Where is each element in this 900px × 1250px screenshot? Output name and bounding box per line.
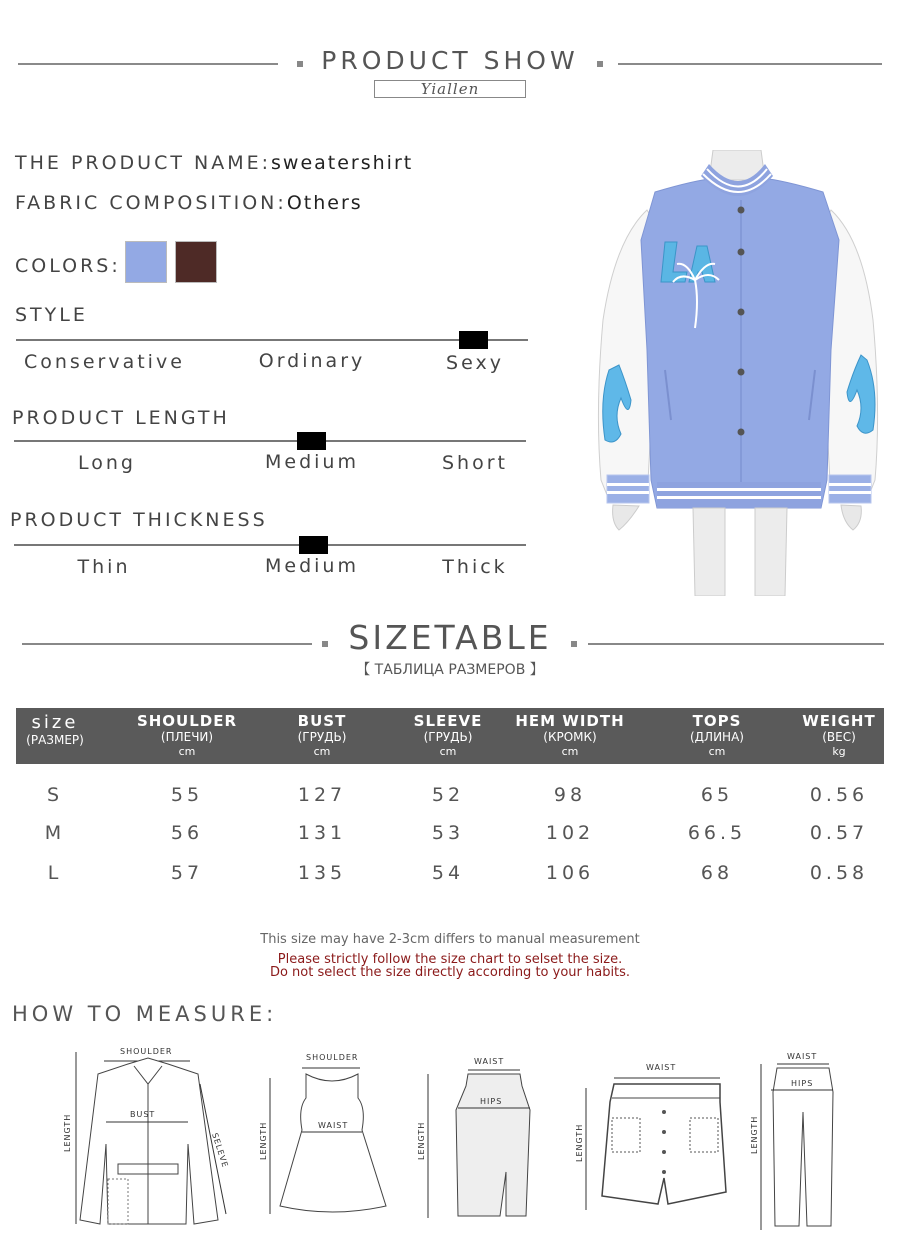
length-label-medium: Medium [265,451,359,473]
page-title: PRODUCT SHOW [321,46,579,75]
col-shoulder-unit: cm [178,745,196,758]
thickness-scale-line [14,544,526,546]
pants-length-label: LENGTH [750,1115,759,1154]
size-table-header [16,708,884,764]
cell-bust: 135 [297,862,347,884]
cell-size: S [46,784,64,806]
cell-hem-width: 98 [553,784,587,806]
skirt-hips-label: HIPS [480,1097,503,1106]
col-size-ru: (РАЗМЕР) [26,733,84,747]
product-name-value: sweatershirt [271,152,414,174]
brand-name: Yiallen [374,80,526,98]
cell-sleeve: 54 [431,862,465,884]
how-to-measure-title: HOW TO MEASURE: [12,1002,278,1026]
warning-note-2: Do not select the size directly according to your habits. [269,965,631,980]
product-name-label: THE PRODUCT NAME: [15,152,272,174]
style-scale-marker [459,331,488,349]
dress-waist-label: WAIST [318,1121,349,1130]
colors-label: COLORS: [15,255,121,277]
style-title: STYLE [15,304,88,326]
sizetable-dot-right [571,641,577,647]
style-label-ordinary: Ordinary [258,350,366,372]
cell-weight: 0.56 [809,784,869,806]
col-sleeve-unit: cm [439,745,457,758]
table-row [16,822,884,852]
shorts-measure-diagram [572,1058,732,1218]
thickness-scale-marker [299,536,328,554]
col-tops-unit: cm [708,745,726,758]
color-swatch-blue[interactable] [125,241,167,283]
dress-measure-diagram [258,1048,398,1218]
col-sleeve-ru: (ГРУДЬ) [423,730,473,744]
col-size [16,708,94,748]
thickness-label-thick: Thick [442,556,508,578]
style-label-sexy: Sexy [446,352,504,374]
length-label-long: Long [78,452,136,474]
col-shoulder [128,708,246,758]
fabric-label: FABRIC COMPOSITION: [15,192,287,214]
pants-hips-label: HIPS [791,1079,814,1088]
thickness-title: PRODUCT THICKNESS [10,509,268,531]
cell-tops: 66.5 [687,822,747,844]
length-scale-line [14,440,526,442]
col-bust-ru: (ГРУДЬ) [297,730,347,744]
cell-weight: 0.57 [809,822,869,844]
thickness-label-medium: Medium [265,555,359,577]
style-label-conservative: Conservative [24,351,185,373]
warning-note-1: Please strictly follow the size chart to selset the size. [277,952,623,967]
col-tops-name: TOPS [692,712,742,730]
col-hem-width-name: HEM WIDTH [515,712,625,730]
col-hem-width [510,708,630,758]
cell-tops: 65 [700,784,734,806]
dress-shoulder-label: SHOULDER [306,1053,359,1062]
shorts-waist-label: WAIST [646,1063,677,1072]
cell-size: M [44,822,66,844]
cell-shoulder: 57 [170,862,204,884]
length-title: PRODUCT LENGTH [12,407,230,429]
col-hem-width-ru: (КРОМК) [543,730,597,744]
col-tops [667,708,767,758]
style-scale-line [16,339,528,341]
col-shoulder-name: SHOULDER [136,712,238,730]
col-weight-name: WEIGHT [802,712,876,730]
cell-shoulder: 56 [170,822,204,844]
shorts-length-label: LENGTH [575,1123,584,1162]
cell-hem-width: 102 [545,822,595,844]
pants-waist-label: WAIST [787,1052,818,1061]
cell-bust: 127 [297,784,347,806]
col-weight-ru: (ВЕС) [822,730,856,744]
sizetable-line-right [588,643,884,645]
table-row [16,862,884,892]
cell-weight: 0.58 [809,862,869,884]
cell-hem-width: 106 [545,862,595,884]
jacket-length-label: LENGTH [63,1113,72,1152]
cell-sleeve: 53 [431,822,465,844]
table-row [16,784,884,814]
col-hem-width-unit: cm [561,745,579,758]
col-weight [794,708,884,758]
measurement-note: This size may have 2-3cm differs to manual measurement [260,932,640,947]
sizetable-line-left [22,643,312,645]
sizetable-title: SIZETABLE [348,618,552,657]
color-swatch-brown[interactable] [175,241,217,283]
cell-bust: 131 [297,822,347,844]
col-weight-unit: kg [832,745,846,758]
skirt-waist-label: WAIST [474,1057,505,1066]
length-label-short: Short [442,452,508,474]
col-sleeve-name: SLEEVE [413,712,483,730]
header-line-left [18,63,278,65]
pants-measure-diagram [745,1048,855,1234]
product-photo [595,150,885,596]
col-sleeve [398,708,498,758]
product-name [15,152,413,174]
col-size-name: size [31,712,79,733]
fabric-composition [15,192,363,214]
length-scale-marker [297,432,326,450]
jacket-bust-label: BUST [130,1110,156,1119]
cell-size: L [47,862,63,884]
jacket-measure-diagram [58,1044,238,1230]
header-dot-right [597,61,603,67]
cell-sleeve: 52 [431,784,465,806]
col-bust [272,708,372,758]
dress-length-label: LENGTH [259,1121,268,1160]
cell-shoulder: 55 [170,784,204,806]
sizetable-subtitle: 【 ТАБЛИЦА РАЗМЕРОВ 】 [356,662,544,678]
col-bust-unit: cm [313,745,331,758]
header-line-right [618,63,882,65]
skirt-measure-diagram [410,1052,540,1222]
fabric-value: Others [286,192,363,214]
jacket-shoulder-label: SHOULDER [120,1047,173,1056]
col-tops-ru: (ДЛИНА) [690,730,744,744]
col-shoulder-ru: (ПЛЕЧИ) [160,730,214,744]
cell-tops: 68 [700,862,734,884]
col-bust-name: BUST [297,712,347,730]
jacket-sleeve-label: SELEVE [210,1131,230,1170]
skirt-length-label: LENGTH [417,1121,426,1160]
thickness-label-thin: Thin [77,556,131,578]
